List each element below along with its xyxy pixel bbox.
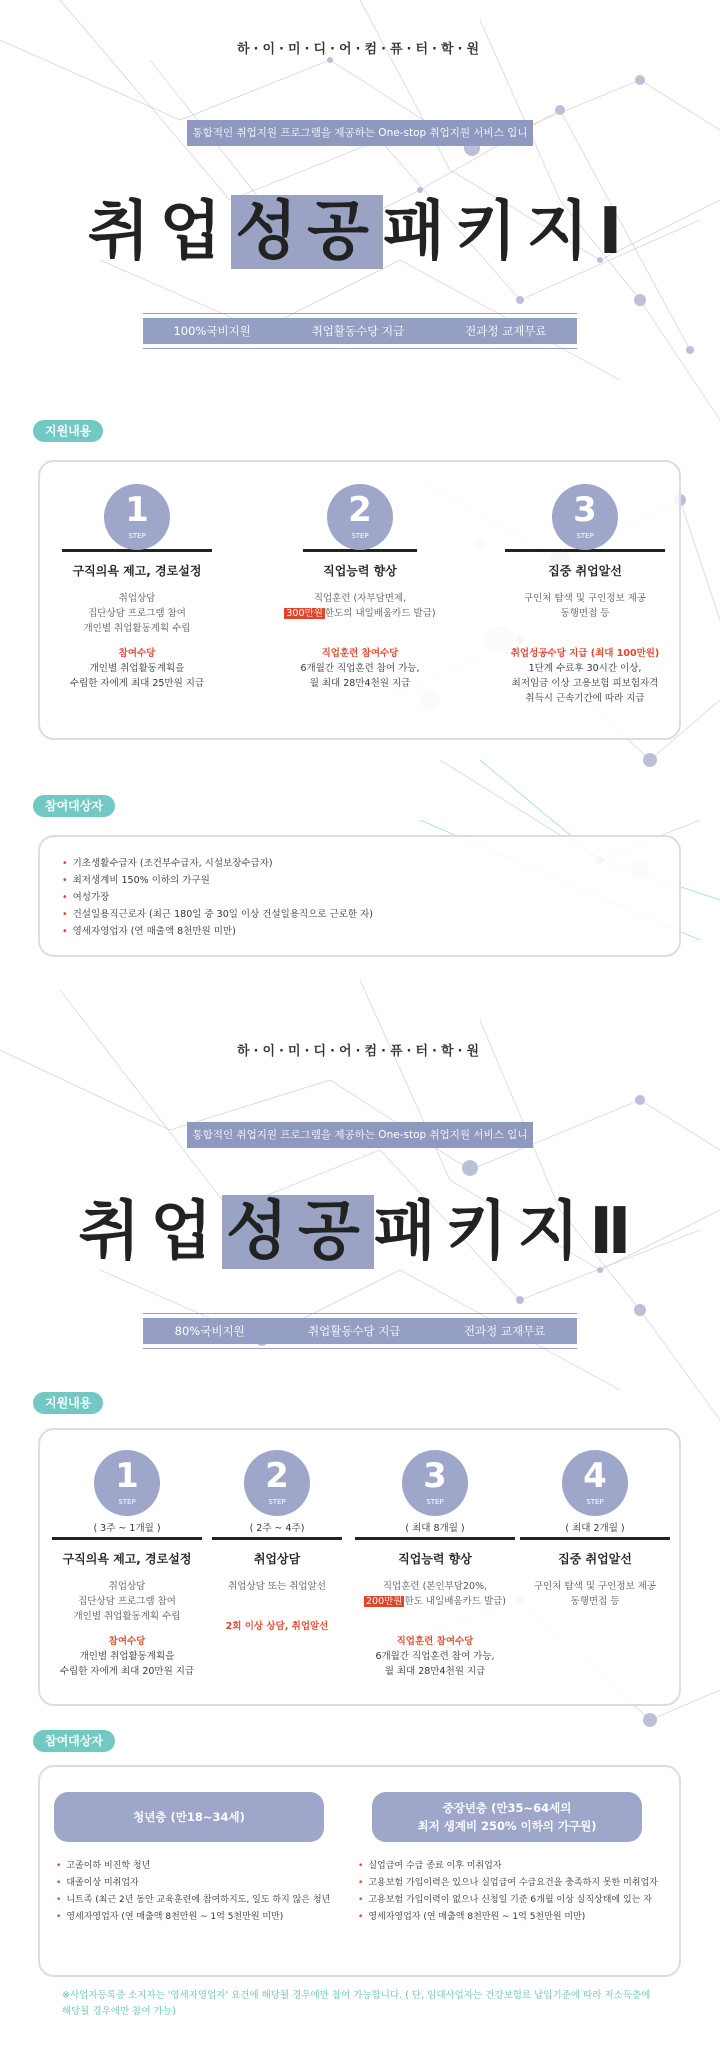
step-period: ( 최대 2개월 ) <box>565 1523 625 1534</box>
benefit-item: 취업활동수당 지급 <box>308 1324 401 1338</box>
step-allowance: 2회 이상 상담, 취업알선 <box>225 1621 329 1632</box>
step-circle: 2 STEP <box>244 1450 310 1516</box>
benefit-item: 100%국비지원 <box>173 324 251 338</box>
support-box <box>38 460 681 740</box>
youth-list <box>56 1858 356 1926</box>
step-circle: 2 STEP <box>327 484 393 550</box>
support-box <box>38 1428 681 1706</box>
step-period: ( 2주 ~ 4주) <box>249 1523 305 1534</box>
step-allowance: 직업훈련 참여수당 6개월간 직업훈련 참여 가능, 월 최대 28만4천원 지급 <box>375 1636 495 1677</box>
step-heading: 집중 취업알선 <box>548 564 622 578</box>
academy-name: 하·이·미·디·어·컴·퓨·터·학·원 <box>236 1044 484 1059</box>
step-heading: 취업상담 <box>253 1552 301 1566</box>
list-item: • 니트족 (최근 2년 동안 교육훈련에 참여하지도, 일도 하지 않은 청년 <box>56 1892 356 1909</box>
step-description: 구인처 탐색 및 구인정보 제공 동행면접 등 <box>533 1581 657 1607</box>
list-item: • 고용보험 가입이력이 없으나 신청일 기준 6개월 이상 실직상태에 있는 자 <box>358 1892 678 1909</box>
step-allowance: 취업성공수당 지급 (최대 100만원) 1단계 수료후 30시간 이상, 최저임금 이상 고용보험 피보험자격 취득시 근속기간에 따라 지급 <box>510 648 660 704</box>
step-description: 취업상담 집단상담 프로그램 참여 개인별 취업활동계획 수립 <box>83 593 191 634</box>
step-period: ( 3주 ~ 1개월 ) <box>93 1523 161 1534</box>
list-item: • 최저생계비 150% 이하의 가구원 <box>62 872 679 889</box>
list-item: • 고용보험 가입이력은 있으나 실업급여 수급요건을 충족하지 못한 미취업자 <box>358 1875 678 1892</box>
step-description: 취업상담 또는 취업알선 <box>228 1581 326 1592</box>
step-heading: 직업능력 향상 <box>323 564 397 578</box>
list-item: • 영세자영업자 (연 매출액 8천만원 미만) <box>62 923 679 940</box>
step-description: 직업훈련 (자부담면제, 300만원 한도의 내일배움카드 발급) <box>286 593 436 619</box>
package-title: 취업성공패키지Ⅰ <box>87 195 633 269</box>
step-circle: 3 STEP <box>552 484 618 550</box>
step-allowance: 참여수당 개인별 취업활동계획을 수립한 자에게 최대 20만원 지급 <box>59 1636 195 1677</box>
step-1 <box>52 1450 202 1679</box>
step-description: 구인처 탐색 및 구인정보 제공 동행면접 등 <box>523 593 647 619</box>
step-1 <box>62 484 212 691</box>
list-item: • 영세자영업자 (연 매출액 8천만원 ~ 1억 5천만원 미만) <box>358 1909 678 1926</box>
step-4 <box>520 1450 670 1609</box>
list-item: • 실업급여 수급 종료 이후 미취업자 <box>358 1858 678 1875</box>
step-allowance: 참여수당 개인별 취업활동계획을 수립한 자에게 최대 25만원 지급 <box>69 648 205 689</box>
step-2 <box>275 484 445 691</box>
step-heading: 직업능력 향상 <box>398 1552 472 1566</box>
step-heading: 집중 취업알선 <box>558 1552 632 1566</box>
list-item: • 기초생활수급자 (조건부수급자, 시설보장수급자) <box>62 855 679 872</box>
benefits-bar <box>143 1318 577 1344</box>
benefit-item: 전과정 교재무료 <box>463 1324 546 1338</box>
academy-name: 하·이·미·디·어·컴·퓨·터·학·원 <box>236 42 484 57</box>
benefit-item: 80%국비지원 <box>174 1324 245 1338</box>
step-3 <box>355 1450 515 1679</box>
support-tab: 지원내용 <box>33 420 103 442</box>
step-3 <box>495 484 675 706</box>
package-title: 취업성공패키지Ⅱ <box>78 1195 642 1269</box>
step-heading: 구직의욕 제고, 경로설정 <box>62 1552 192 1566</box>
target-tab: 참여대상자 <box>33 1730 115 1752</box>
step-2 <box>212 1450 342 1634</box>
support-tab: 지원내용 <box>33 1392 103 1414</box>
step-description: 직업훈련 (본인부담20%, 200만원 한도 내일배움카드 발급) <box>365 1581 507 1607</box>
step-circle: 4 STEP <box>562 1450 628 1516</box>
step-period: ( 최대 8개월 ) <box>405 1523 465 1534</box>
step-circle: 1 STEP <box>104 484 170 550</box>
target-list <box>62 855 679 940</box>
middle-age-label: 중장년층 (만35~64세의 최저 생계비 250% 이하의 가구원) <box>372 1792 642 1842</box>
list-item: • 대졸이상 미취업자 <box>56 1875 356 1892</box>
tagline: 통합적인 취업지원 프로그램을 제공하는 One-stop 취업지원 서비스 입니다. <box>187 120 533 146</box>
step-heading: 구직의욕 제고, 경로설정 <box>72 564 202 578</box>
list-item: • 영세자영업자 (연 매출액 8천만원 ~ 1억 5천만원 미만) <box>56 1909 356 1926</box>
target-box <box>38 835 681 957</box>
step-allowance: 직업훈련 참여수당 6개월간 직업훈련 참여 가능, 월 최대 28만4천원 지급 <box>300 648 420 689</box>
step-circle: 1 STEP <box>94 1450 160 1516</box>
benefit-item: 전과정 교재무료 <box>465 324 547 338</box>
target-tab: 참여대상자 <box>33 795 115 817</box>
footnote: ※사업자등록증 소지자는 '영세자영업자' 요건에 해당될 경우에만 참여 가능합니다. ( 단, 임대사업자는 건강보험료 납입기준에 따라 저소득층에 해당될 경우에만 참여 가능) <box>62 1990 651 2017</box>
tagline: 통합적인 취업지원 프로그램을 제공하는 One-stop 취업지원 서비스 입니다. <box>187 1122 533 1148</box>
step-description: 취업상담 집단상담 프로그램 참여 개인별 취업활동계획 수립 <box>73 1581 181 1622</box>
benefit-item: 취업활동수당 지급 <box>311 324 405 338</box>
list-item: • 고졸이하 비진학 청년 <box>56 1858 356 1875</box>
middle-age-list <box>358 1858 678 1926</box>
step-circle: 3 STEP <box>402 1450 468 1516</box>
list-item: • 여성가장 <box>62 889 679 906</box>
youth-label: 청년층 (만18~34세) <box>54 1792 324 1842</box>
benefits-bar <box>143 318 577 344</box>
list-item: • 건설일용직근로자 (최근 180일 중 30일 이상 건설일용직으로 근로한 자) <box>62 906 679 923</box>
